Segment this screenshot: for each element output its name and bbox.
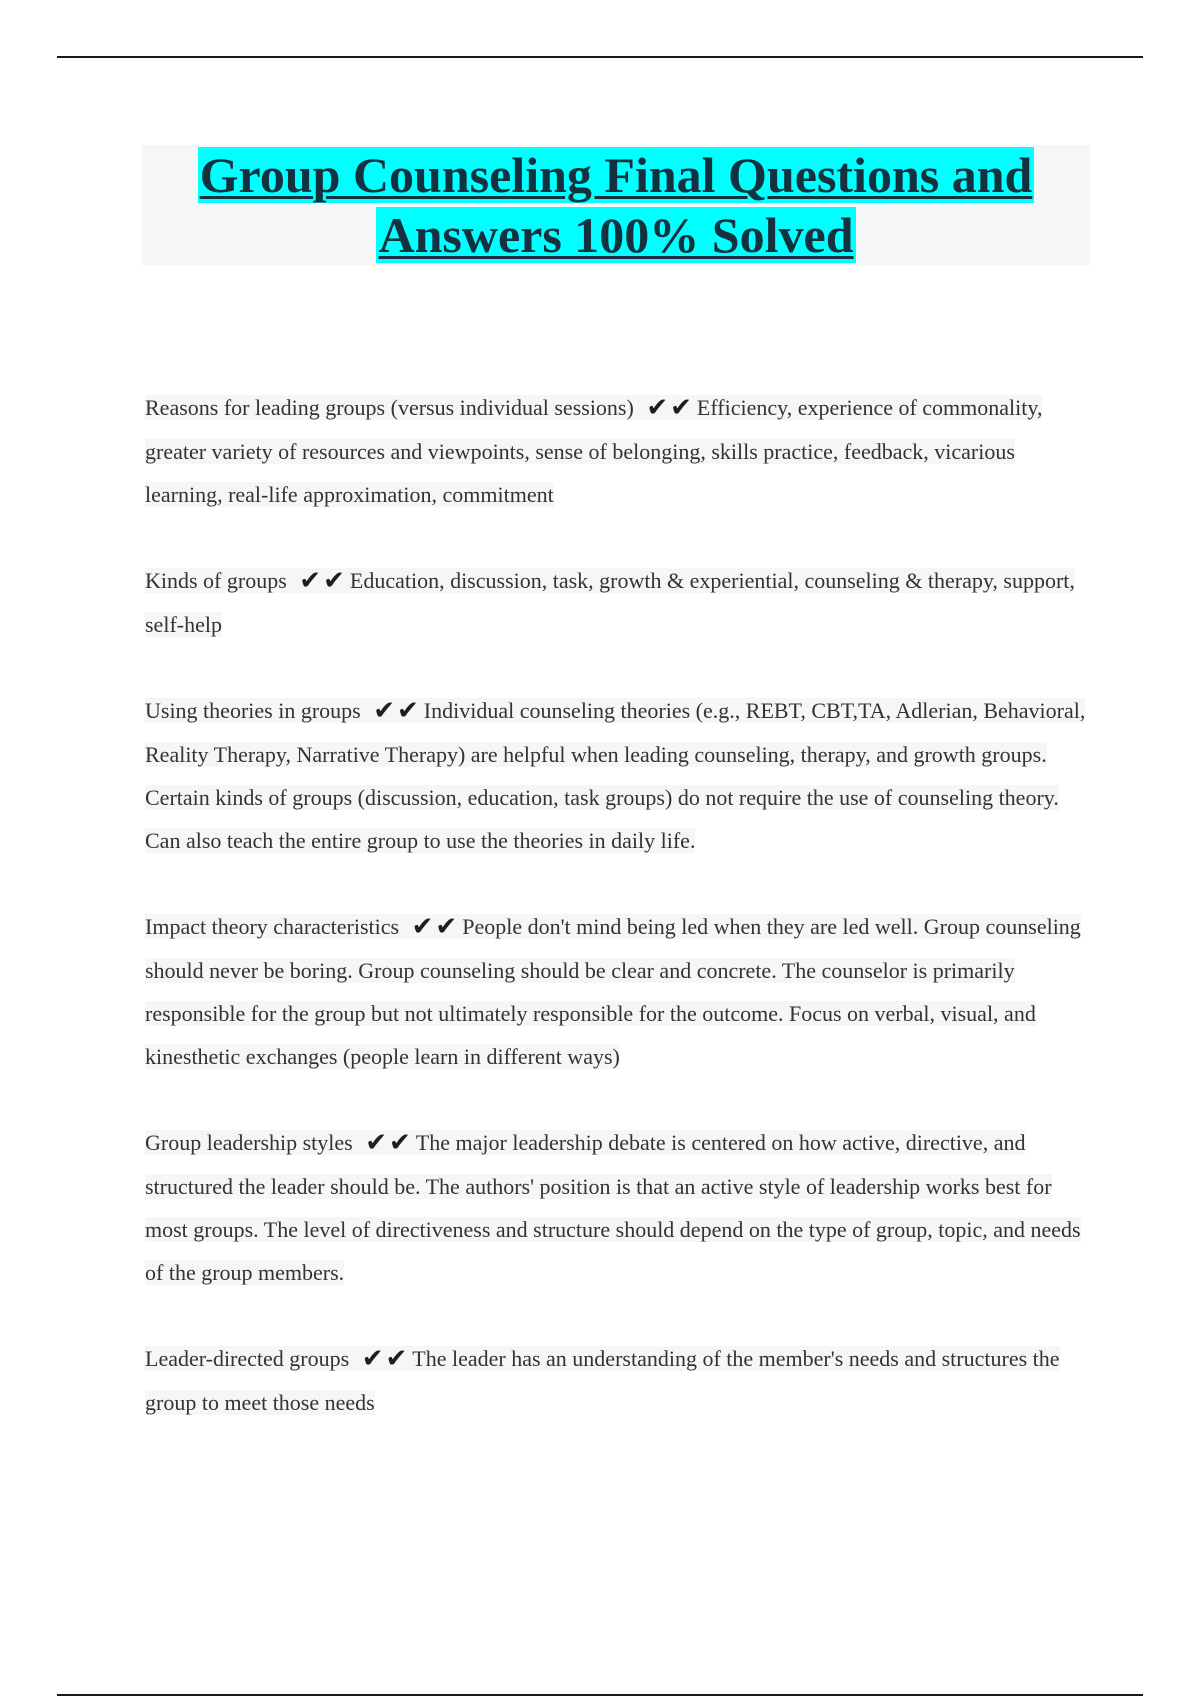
question-text: Reasons for leading groups (versus individual sessions) [145, 395, 634, 420]
check-icon: ✔ [373, 696, 395, 726]
check-icon: ✔ [646, 393, 669, 423]
title-block [142, 145, 1090, 265]
question-text: Group leadership styles [145, 1130, 353, 1155]
qa-item [145, 1337, 1090, 1424]
answer-text: Individual counseling theories (e.g., REBT, CBT,TA, Adlerian, Behavioral, Reality Therapy, Narrative Therapy) are helpful when leading counseling, therapy, and growth groups. Certain kinds of groups (discussion, education, task groups) do not require the use of counseling theory. Can also teach the entire group to use the theories in daily life. [145, 698, 1086, 853]
qa-item [145, 905, 1090, 1078]
bottom-rule [57, 1694, 1143, 1696]
answer-text: The leader has an understanding of the member's needs and structures the group to meet those needs [145, 1346, 1060, 1415]
check-icon: ✔ [323, 566, 345, 596]
question-text: Impact theory characteristics [145, 914, 400, 939]
document-title [142, 145, 1090, 265]
qa-item [145, 559, 1090, 646]
check-icon: ✔ [299, 566, 322, 596]
check-icon: ✔ [435, 912, 458, 942]
answer-text: People don't mind being led when they are led well. Group counseling should never be boring. Group counseling should be clear and concrete. The counselor is primarily responsible for the group but not ultimately responsible for the outcome. Focus on verbal, visual, and kinesthetic exchanges (people learn in different ways) [145, 914, 1081, 1069]
answer-text: The major leadership debate is centered on how active, directive, and structured the leader should be. The authors' position is that an active style of leadership works best for most groups. The level of directiveness and structure should depend on the type of group, topic, and needs of the group members. [145, 1130, 1081, 1285]
check-icon: ✔ [389, 1128, 411, 1158]
top-rule [57, 56, 1143, 58]
check-icon: ✔ [385, 1344, 408, 1374]
question-text: Using theories in groups [145, 698, 361, 723]
question-text: Kinds of groups [145, 568, 287, 593]
answer-text: Efficiency, experience of commonality, greater variety of resources and viewpoints, sense of belonging, skills practice, feedback, vicarious learning, real-life approximation, commitment [145, 395, 1043, 507]
check-icon: ✔ [670, 393, 692, 423]
qa-item [145, 689, 1090, 862]
title-line-1: Group Counseling Final Questions and [199, 147, 1033, 203]
question-text: Leader-directed groups [145, 1346, 350, 1371]
qa-item [145, 386, 1090, 516]
title-line-2: Answers 100% Solved [378, 207, 854, 263]
qa-list [145, 386, 1090, 1467]
check-icon: ✔ [411, 912, 434, 942]
check-icon: ✔ [397, 696, 419, 726]
qa-item [145, 1121, 1090, 1294]
answer-text: Education, discussion, task, growth & experiential, counseling & therapy, support, self-help [145, 568, 1075, 637]
check-icon: ✔ [361, 1344, 384, 1374]
check-icon: ✔ [365, 1128, 388, 1158]
